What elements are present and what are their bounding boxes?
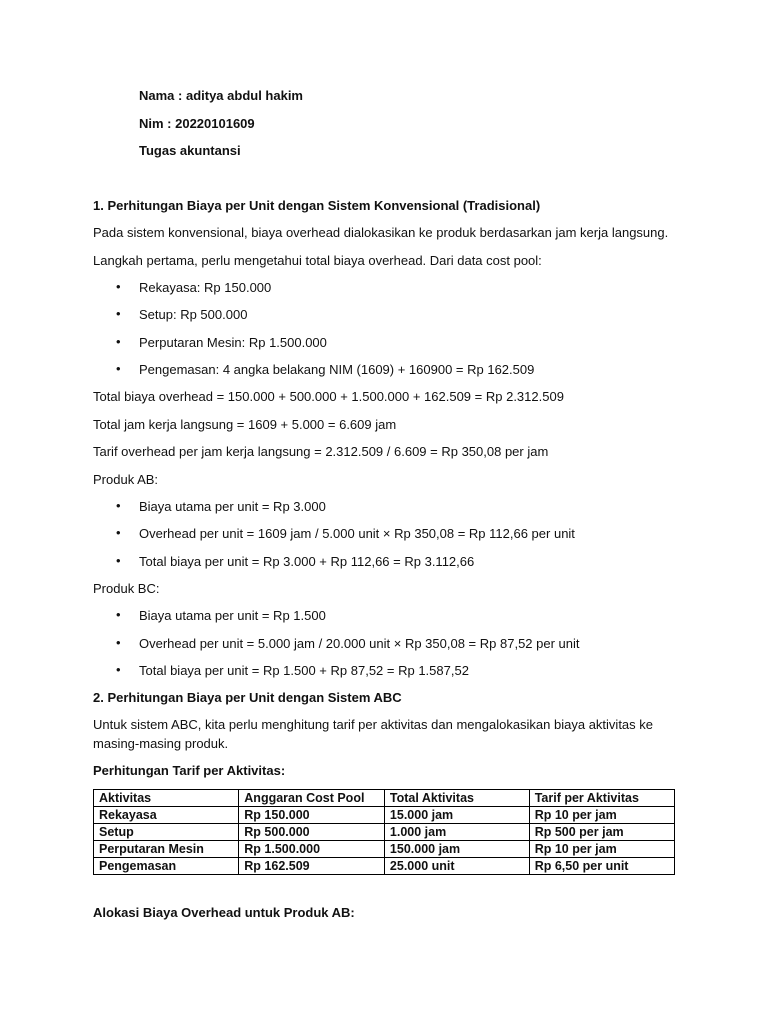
cost-pool-item: Pengemasan: 4 angka belakang NIM (1609) + 160900 = Rp 162.509 [139,362,535,377]
produk-bc-item: Total biaya per unit = Rp 1.500 + Rp 87,52 = Rp 1.587,52 [139,663,469,678]
bullet-icon: • [116,306,121,321]
table-cell: 150.000 jam [384,841,529,858]
table-cell: 15.000 jam [384,807,529,824]
table-cell: Rp 10 per jam [529,841,674,858]
alokasi-title: Alokasi Biaya Overhead untuk Produk AB: [93,905,355,920]
bullet-icon: • [116,635,121,650]
produk-bc-item: Overhead per unit = 5.000 jam / 20.000 unit × Rp 350,08 = Rp 87,52 per unit [139,636,580,651]
table-header-cell: Total Aktivitas [384,790,529,807]
bullet-icon: • [116,498,121,513]
produk-bc-item: Biaya utama per unit = Rp 1.500 [139,608,326,623]
tarif-overhead: Tarif overhead per jam kerja langsung = 2.312.509 / 6.609 = Rp 350,08 per jam [93,444,549,459]
table-title: Perhitungan Tarif per Aktivitas: [93,763,286,778]
table-header-cell: Aktivitas [94,790,239,807]
cost-pool-item: Setup: Rp 500.000 [139,307,248,322]
section-2-heading: 2. Perhitungan Biaya per Unit dengan Sistem ABC [93,690,402,705]
table-cell: Setup [94,824,239,841]
table-row [94,841,675,858]
cost-pool-item: Rekayasa: Rp 150.000 [139,280,272,295]
produk-ab-item: Biaya utama per unit = Rp 3.000 [139,499,326,514]
bullet-icon: • [116,525,121,540]
student-name: Nama : aditya abdul hakim [139,88,303,103]
cost-pool-item: Perputaran Mesin: Rp 1.500.000 [139,335,327,350]
total-jam: Total jam kerja langsung = 1609 + 5.000 = 6.609 jam [93,417,397,432]
activity-rate-table [93,789,675,875]
table-cell: Perputaran Mesin [94,841,239,858]
table-cell: Rp 500 per jam [529,824,674,841]
bullet-icon: • [116,553,121,568]
produk-ab-item: Total biaya per unit = Rp 3.000 + Rp 112,66 = Rp 3.112,66 [139,554,475,569]
bullet-icon: • [116,334,121,349]
bullet-icon: • [116,361,121,376]
table-row [94,807,675,824]
table-cell: Pengemasan [94,858,239,875]
table-cell: Rp 10 per jam [529,807,674,824]
produk-ab-label: Produk AB: [93,472,159,487]
total-overhead: Total biaya overhead = 150.000 + 500.000 + 1.500.000 + 162.509 = Rp 2.312.509 [93,389,564,404]
table-cell: Rekayasa [94,807,239,824]
table-cell: Rp 500.000 [239,824,385,841]
produk-ab-item: Overhead per unit = 1609 jam / 5.000 unit × Rp 350,08 = Rp 112,66 per unit [139,526,575,541]
table-cell: Rp 150.000 [239,807,385,824]
assignment-title: Tugas akuntansi [139,143,241,158]
section-1-step: Langkah pertama, perlu mengetahui total biaya overhead. Dari data cost pool: [93,253,542,268]
section-1-intro: Pada sistem konvensional, biaya overhead dialokasikan ke produk berdasarkan jam kerja langsung. [93,225,669,240]
student-nim: Nim : 20220101609 [139,116,255,131]
table-cell: Rp 1.500.000 [239,841,385,858]
table-header-cell: Tarif per Aktivitas [529,790,674,807]
table-cell: Rp 6,50 per unit [529,858,674,875]
table-row [94,824,675,841]
bullet-icon: • [116,607,121,622]
section-1-heading: 1. Perhitungan Biaya per Unit dengan Sistem Konvensional (Tradisional) [93,198,541,213]
table-header-row [94,790,675,807]
produk-bc-label: Produk BC: [93,581,160,596]
table-cell: Rp 162.509 [239,858,385,875]
table-row [94,858,675,875]
bullet-icon: • [116,662,121,677]
table-cell: 1.000 jam [384,824,529,841]
bullet-icon: • [116,279,121,294]
table-header-cell: Anggaran Cost Pool [239,790,385,807]
table-cell: 25.000 unit [384,858,529,875]
section-2-intro: Untuk sistem ABC, kita perlu menghitung tarif per aktivitas dan mengalokasikan biaya aktivitas ke masing-masing produk. [93,717,653,751]
